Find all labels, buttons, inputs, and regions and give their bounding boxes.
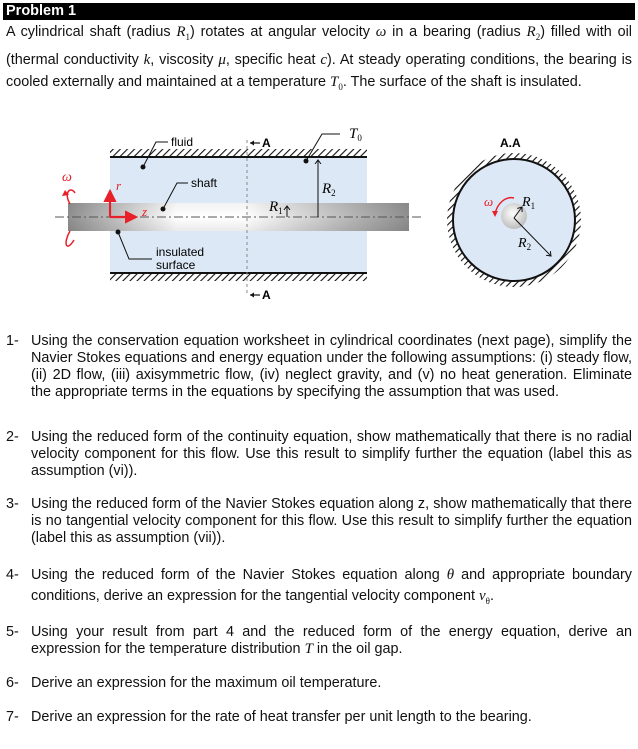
- section-R1-label: $R_1$: [522, 195, 536, 211]
- question-4: 4- Using the reduced form of the Navier Stokes equation along θ and appropriate boundary conditions, derive an expression for the tangential velocity component $v_\theta$.: [6, 567, 632, 606]
- top-wall-hatch: [110, 149, 367, 156]
- surface-label: surface: [156, 258, 196, 272]
- question-7: 7- Derive an expression for the rate of heat transfer per unit length to the bearing.: [6, 709, 532, 725]
- symbol-c: c: [320, 51, 327, 68]
- symbol-theta: θ: [446, 567, 455, 583]
- bottom-wall-hatch: [110, 274, 367, 281]
- symbol-R2: $R_2$: [526, 24, 541, 42]
- R1-label: $R_1$: [269, 199, 283, 216]
- problem-intro: A cylindrical shaft (radius $R_1$) rotates at angular velocity ω in a bearing (radius $R_2$) filled with oil (thermal conductivity k, viscosity μ, specific heat c). At steady operating conditions, the bearing is cooled externally and maintained at a temperature $T_0$. The surface of the shaft is insulated.: [6, 24, 632, 92]
- section-label-top: A: [262, 136, 271, 150]
- symbol-T: T: [304, 641, 313, 657]
- question-5: 5- Using your result from part 4 and the reduced form of the energy equation, derive an expression for the temperature distribution T in the oil gap.: [6, 624, 632, 657]
- section-title: A.A: [500, 136, 521, 150]
- question-6: 6- Derive an expression for the maximum oil temperature.: [6, 675, 382, 691]
- side-view: [55, 126, 422, 302]
- section-R2-label: $R_2$: [518, 236, 532, 252]
- question-1: 1- Using the conservation equation worksheet in cylindrical coordinates (next page), simplify the Navier Stokes equations and energy equation under the following assumptions: (i) steady flow, (ii) 2D flow, (iii) axisymmetric flow, (iv) neglect gravity, and (v) no heat generation. Eliminate the appropriate terms in the equations by specifying the assumption that was used.: [6, 333, 632, 400]
- T0-label: $T_0$: [349, 126, 362, 143]
- shaft-label: shaft: [191, 176, 218, 190]
- omega-label: ω: [62, 170, 72, 185]
- section-omega-label: ω: [484, 194, 494, 209]
- z-axis-label: z: [142, 204, 148, 219]
- insulated-label: insulated: [156, 245, 205, 259]
- symbol-v-theta: $v_\theta$: [478, 588, 490, 606]
- bearing-diagram: [0, 120, 638, 320]
- section-view: [447, 136, 581, 287]
- problem-title: Problem 1: [3, 3, 635, 20]
- symbol-mu: μ: [218, 51, 226, 68]
- symbol-k: k: [143, 51, 151, 68]
- symbol-R1: $R_1$: [176, 24, 191, 42]
- fluid-label: fluid: [171, 135, 194, 149]
- symbol-T0: $T_0$: [330, 74, 343, 92]
- R2-label: $R_2$: [322, 181, 336, 198]
- r-axis-label: r: [116, 178, 122, 193]
- symbol-omega: ω: [375, 24, 387, 40]
- question-2: 2- Using the reduced form of the continuity equation, show mathematically that there is no radial velocity component for this flow. Use this result to simplify further the equation (label this as assumption (vi)).: [6, 429, 632, 479]
- question-3: 3- Using the reduced form of the Navier Stokes equation along z, show mathematically that there is no tangential velocity component for this flow. Use this result to simplify further the equation (label this as assumption (vii)).: [6, 496, 632, 546]
- section-label-bottom: A: [262, 288, 271, 302]
